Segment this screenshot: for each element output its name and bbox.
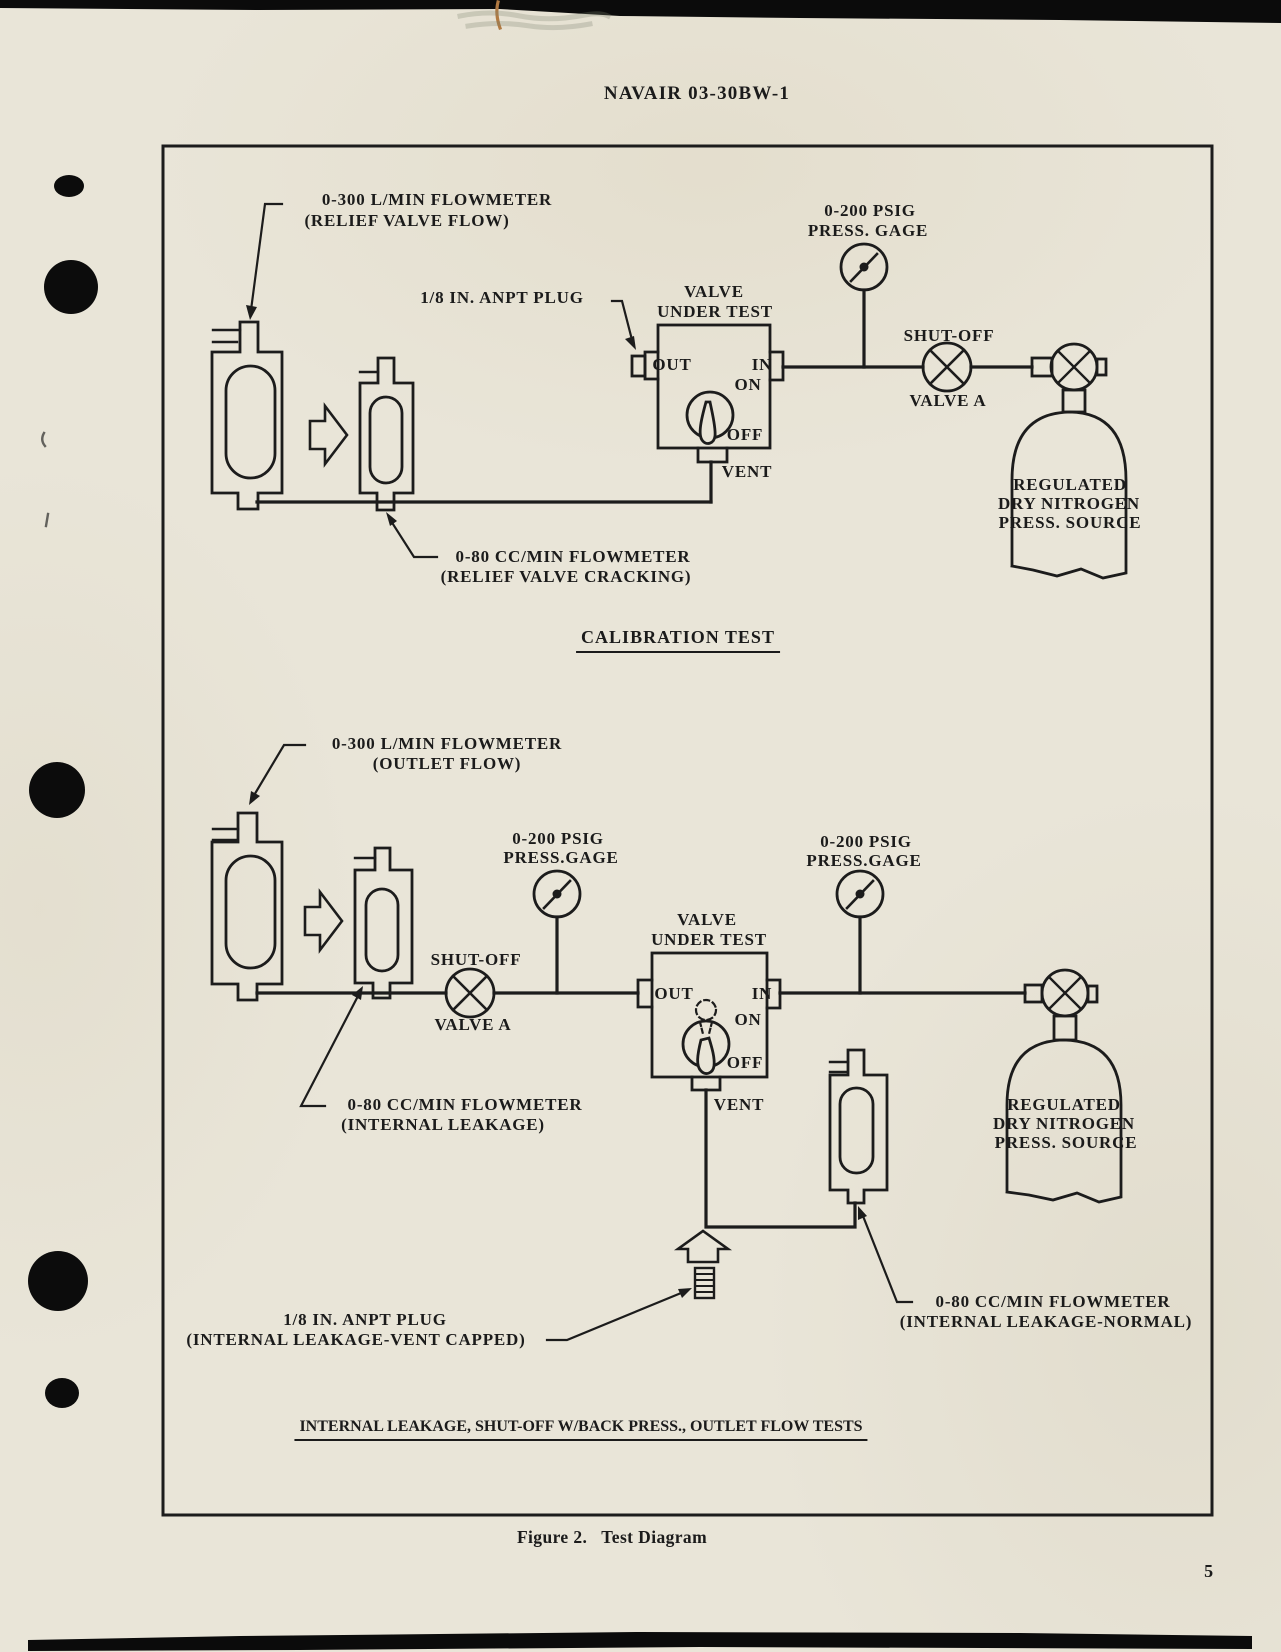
label-valve-under-test-1: VALVE [684,282,744,301]
label-nitrogen-1: REGULATED [1013,475,1127,494]
label-out-port: OUT [652,355,692,374]
label-anpt-plug-2: (INTERNAL LEAKAGE-VENT CAPPED) [186,1330,526,1349]
pressure-gage-icon [841,244,887,367]
leader-relief-cracking [386,512,437,557]
flowmeter-relief-valve-flow-symbol [212,322,282,509]
label-on: ON [734,1010,762,1029]
pressure-gage-left-icon [534,871,580,993]
label-nitrogen-3: PRESS. SOURCE [998,513,1142,532]
label-anpt-plug-1: 1/8 IN. ANPT PLUG [283,1310,447,1329]
toggle-on-ghost-icon [696,1000,716,1020]
label-nitrogen-1: REGULATED [1007,1095,1121,1114]
label-press-gage-left-1: 0-200 PSIG [512,829,604,848]
label-press-gage-1: 0-200 PSIG [824,201,916,220]
label-flowmeter-cracking-2: (RELIEF VALVE CRACKING) [440,567,692,586]
leader-anpt-plug [612,301,636,350]
replace-arrow-icon [305,892,342,950]
nitrogen-source-symbol [1012,344,1126,578]
leader-relief-flow [246,204,282,320]
calibration-test-diagram [212,201,1126,578]
label-in-port: IN [751,355,773,374]
label-valve-a: VALVE A [909,391,987,410]
leader-internal-leakage [301,986,363,1106]
label-flowmeter-relief-flow-2: (RELIEF VALVE FLOW) [304,211,510,230]
shut-off-valve-a-icon [923,343,971,391]
label-nitrogen-2: DRY NITROGEN [992,1114,1136,1133]
label-flowmeter-outlet-2: (OUTLET FLOW) [372,754,522,773]
scan-edge-top [0,0,1281,23]
page-header: NAVAIR 03-30BW-1 [603,83,791,104]
page-number: 5 [1204,1561,1214,1581]
label-shut-off: SHUT-OFF [903,326,995,345]
label-vent: VENT [713,1095,765,1114]
flowmeter-internal-leakage-normal-symbol [830,1050,887,1203]
label-in-port: IN [751,984,773,1003]
label-valve-a: VALVE A [434,1015,512,1034]
label-flowmeter-relief-flow-1: 0-300 L/MIN FLOWMETER [321,190,553,209]
label-vent: VENT [721,462,773,481]
label-valve-under-test-2: UNDER TEST [657,302,773,321]
pressure-gage-right-icon [837,871,883,993]
label-press-gage-right-1: 0-200 PSIG [820,832,912,851]
label-flowmeter-cracking-1: 0-80 CC/MIN FLOWMETER [455,547,691,566]
label-nitrogen-3: PRESS. SOURCE [994,1133,1138,1152]
stamp-smudge [460,13,608,28]
anpt-plug-threaded-icon [695,1268,714,1298]
label-flowmeter-leakage-2: (INTERNAL LEAKAGE) [341,1115,545,1134]
label-nitrogen-2: DRY NITROGEN [997,494,1141,513]
label-off: OFF [726,1053,764,1072]
label-valve-under-test-1: VALVE [677,910,737,929]
anpt-plug-icon [632,356,645,376]
label-out-port: OUT [654,984,694,1003]
toggle-lever-icon [700,402,715,443]
label-shut-off: SHUT-OFF [430,950,522,969]
leader-outlet-flow [249,745,305,805]
figure-caption: Figure 2. Test Diagram [516,1527,708,1547]
binder-hole-dots [28,175,98,1408]
section-title-calibration: CALIBRATION TEST [576,628,780,653]
scan-edge-bottom [28,1632,1252,1651]
flowmeter-outlet-flow-symbol [212,813,282,1000]
flowmeter-relief-valve-cracking-symbol [360,358,413,510]
leader-vent-capped [547,1288,692,1340]
margin-specks [42,433,48,526]
label-anpt-plug: 1/8 IN. ANPT PLUG [420,288,584,307]
section-title-leakage: INTERNAL LEAKAGE, SHUT-OFF W/BACK PRESS., OUTLET FLOW TESTS [294,1418,867,1441]
toggle-lever-icon [698,1038,715,1073]
label-valve-under-test-2: UNDER TEST [651,930,767,949]
label-on: ON [734,375,762,394]
replace-arrow-icon [310,406,347,464]
label-press-gage-right-2: PRESS.GAGE [806,851,922,870]
label-press-gage-left-2: PRESS.GAGE [503,848,619,867]
leakage-test-diagram [212,745,1121,1340]
vent-capped-arrow-icon [678,1231,728,1262]
label-flowmeter-normal-2: (INTERNAL LEAKAGE-NORMAL) [899,1312,1193,1331]
label-off: OFF [726,425,764,444]
leader-internal-leakage-normal [858,1206,912,1302]
label-flowmeter-leakage-1: 0-80 CC/MIN FLOWMETER [347,1095,583,1114]
flowmeter-internal-leakage-symbol [355,848,412,998]
shut-off-valve-a-icon [446,969,494,1017]
label-press-gage-2: PRESS. GAGE [807,221,929,240]
nitrogen-source-symbol [1007,970,1121,1202]
label-flowmeter-outlet-1: 0-300 L/MIN FLOWMETER [331,734,563,753]
label-flowmeter-normal-1: 0-80 CC/MIN FLOWMETER [935,1292,1171,1311]
